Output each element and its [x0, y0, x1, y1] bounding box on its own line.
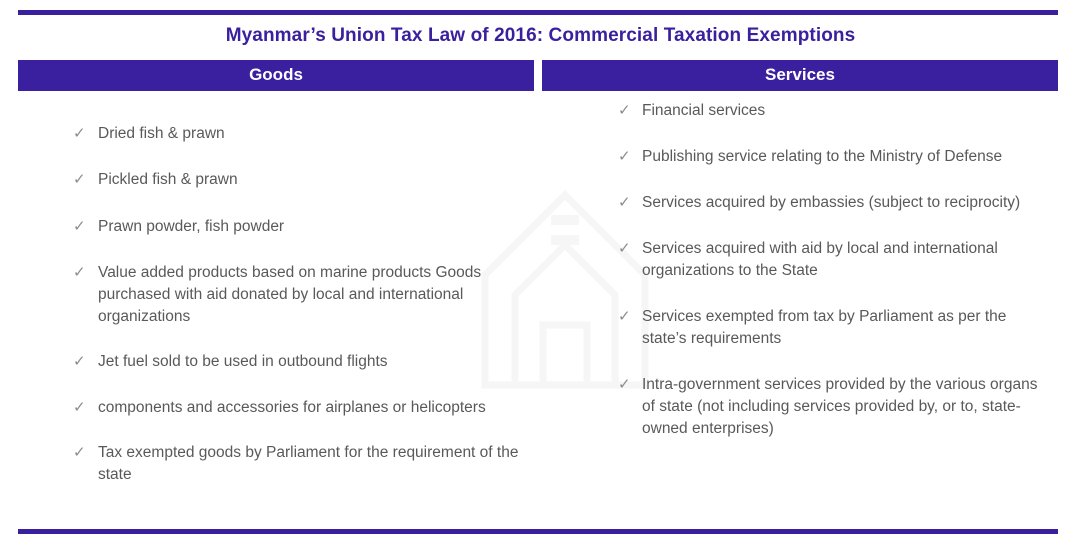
list-item	[542, 374, 1058, 440]
list-item-label: Tax exempted goods by Parliament for the requirement of the state	[98, 444, 519, 483]
check-icon: ✓	[73, 399, 86, 416]
check-icon: ✓	[618, 308, 631, 325]
list-item	[18, 442, 534, 486]
goods-list	[18, 123, 534, 486]
list-item	[542, 146, 1058, 168]
check-icon: ✓	[618, 194, 631, 211]
column-services-header: Services	[542, 60, 1058, 91]
check-icon: ✓	[73, 218, 86, 235]
check-icon: ✓	[73, 125, 86, 142]
check-icon: ✓	[73, 444, 86, 461]
list-item-label: Intra-government services provided by the various organs of state (not including services provided by, or to, state-owned enterprises)	[642, 376, 1038, 437]
top-divider	[18, 10, 1058, 15]
column-goods-header: Goods	[18, 60, 534, 91]
bottom-divider	[18, 529, 1058, 534]
check-icon: ✓	[618, 240, 631, 257]
list-item	[542, 238, 1058, 282]
list-item-label: Pickled fish & prawn	[98, 171, 238, 188]
list-item-label: components and accessories for airplanes or helicopters	[98, 399, 486, 416]
list-item	[18, 169, 534, 191]
check-icon: ✓	[73, 353, 86, 370]
list-item-label: Financial services	[642, 102, 766, 119]
column-services	[542, 60, 1058, 440]
check-icon: ✓	[73, 264, 86, 281]
list-item-label: Publishing service relating to the Ministry of Defense	[642, 148, 1003, 165]
list-item	[18, 123, 534, 145]
list-item	[18, 397, 534, 419]
services-list	[542, 100, 1058, 440]
check-icon: ✓	[618, 148, 631, 165]
list-item	[542, 306, 1058, 350]
list-item-label: Jet fuel sold to be used in outbound flights	[98, 353, 388, 370]
list-item-label: Services acquired by embassies (subject to reciprocity)	[642, 194, 1021, 211]
column-goods	[18, 60, 534, 486]
page-title: Myanmar’s Union Tax Law of 2016: Commercial Taxation Exemptions	[225, 25, 856, 46]
check-icon: ✓	[618, 376, 631, 393]
list-item	[542, 100, 1058, 122]
list-item-label: Dried fish & prawn	[98, 125, 225, 142]
list-item	[18, 351, 534, 373]
check-icon: ✓	[73, 171, 86, 188]
check-icon: ✓	[618, 102, 631, 119]
list-item-label: Prawn powder, fish powder	[98, 218, 285, 235]
list-item-label: Services acquired with aid by local and international organizations to the State	[642, 240, 998, 279]
list-item-label: Services exempted from tax by Parliament as per the state’s requirements	[642, 308, 1007, 347]
list-item	[18, 216, 534, 238]
list-item	[18, 262, 534, 328]
list-item	[542, 192, 1058, 214]
list-item-label: Value added products based on marine products Goods purchased with aid donated by local and international organizations	[98, 264, 482, 325]
